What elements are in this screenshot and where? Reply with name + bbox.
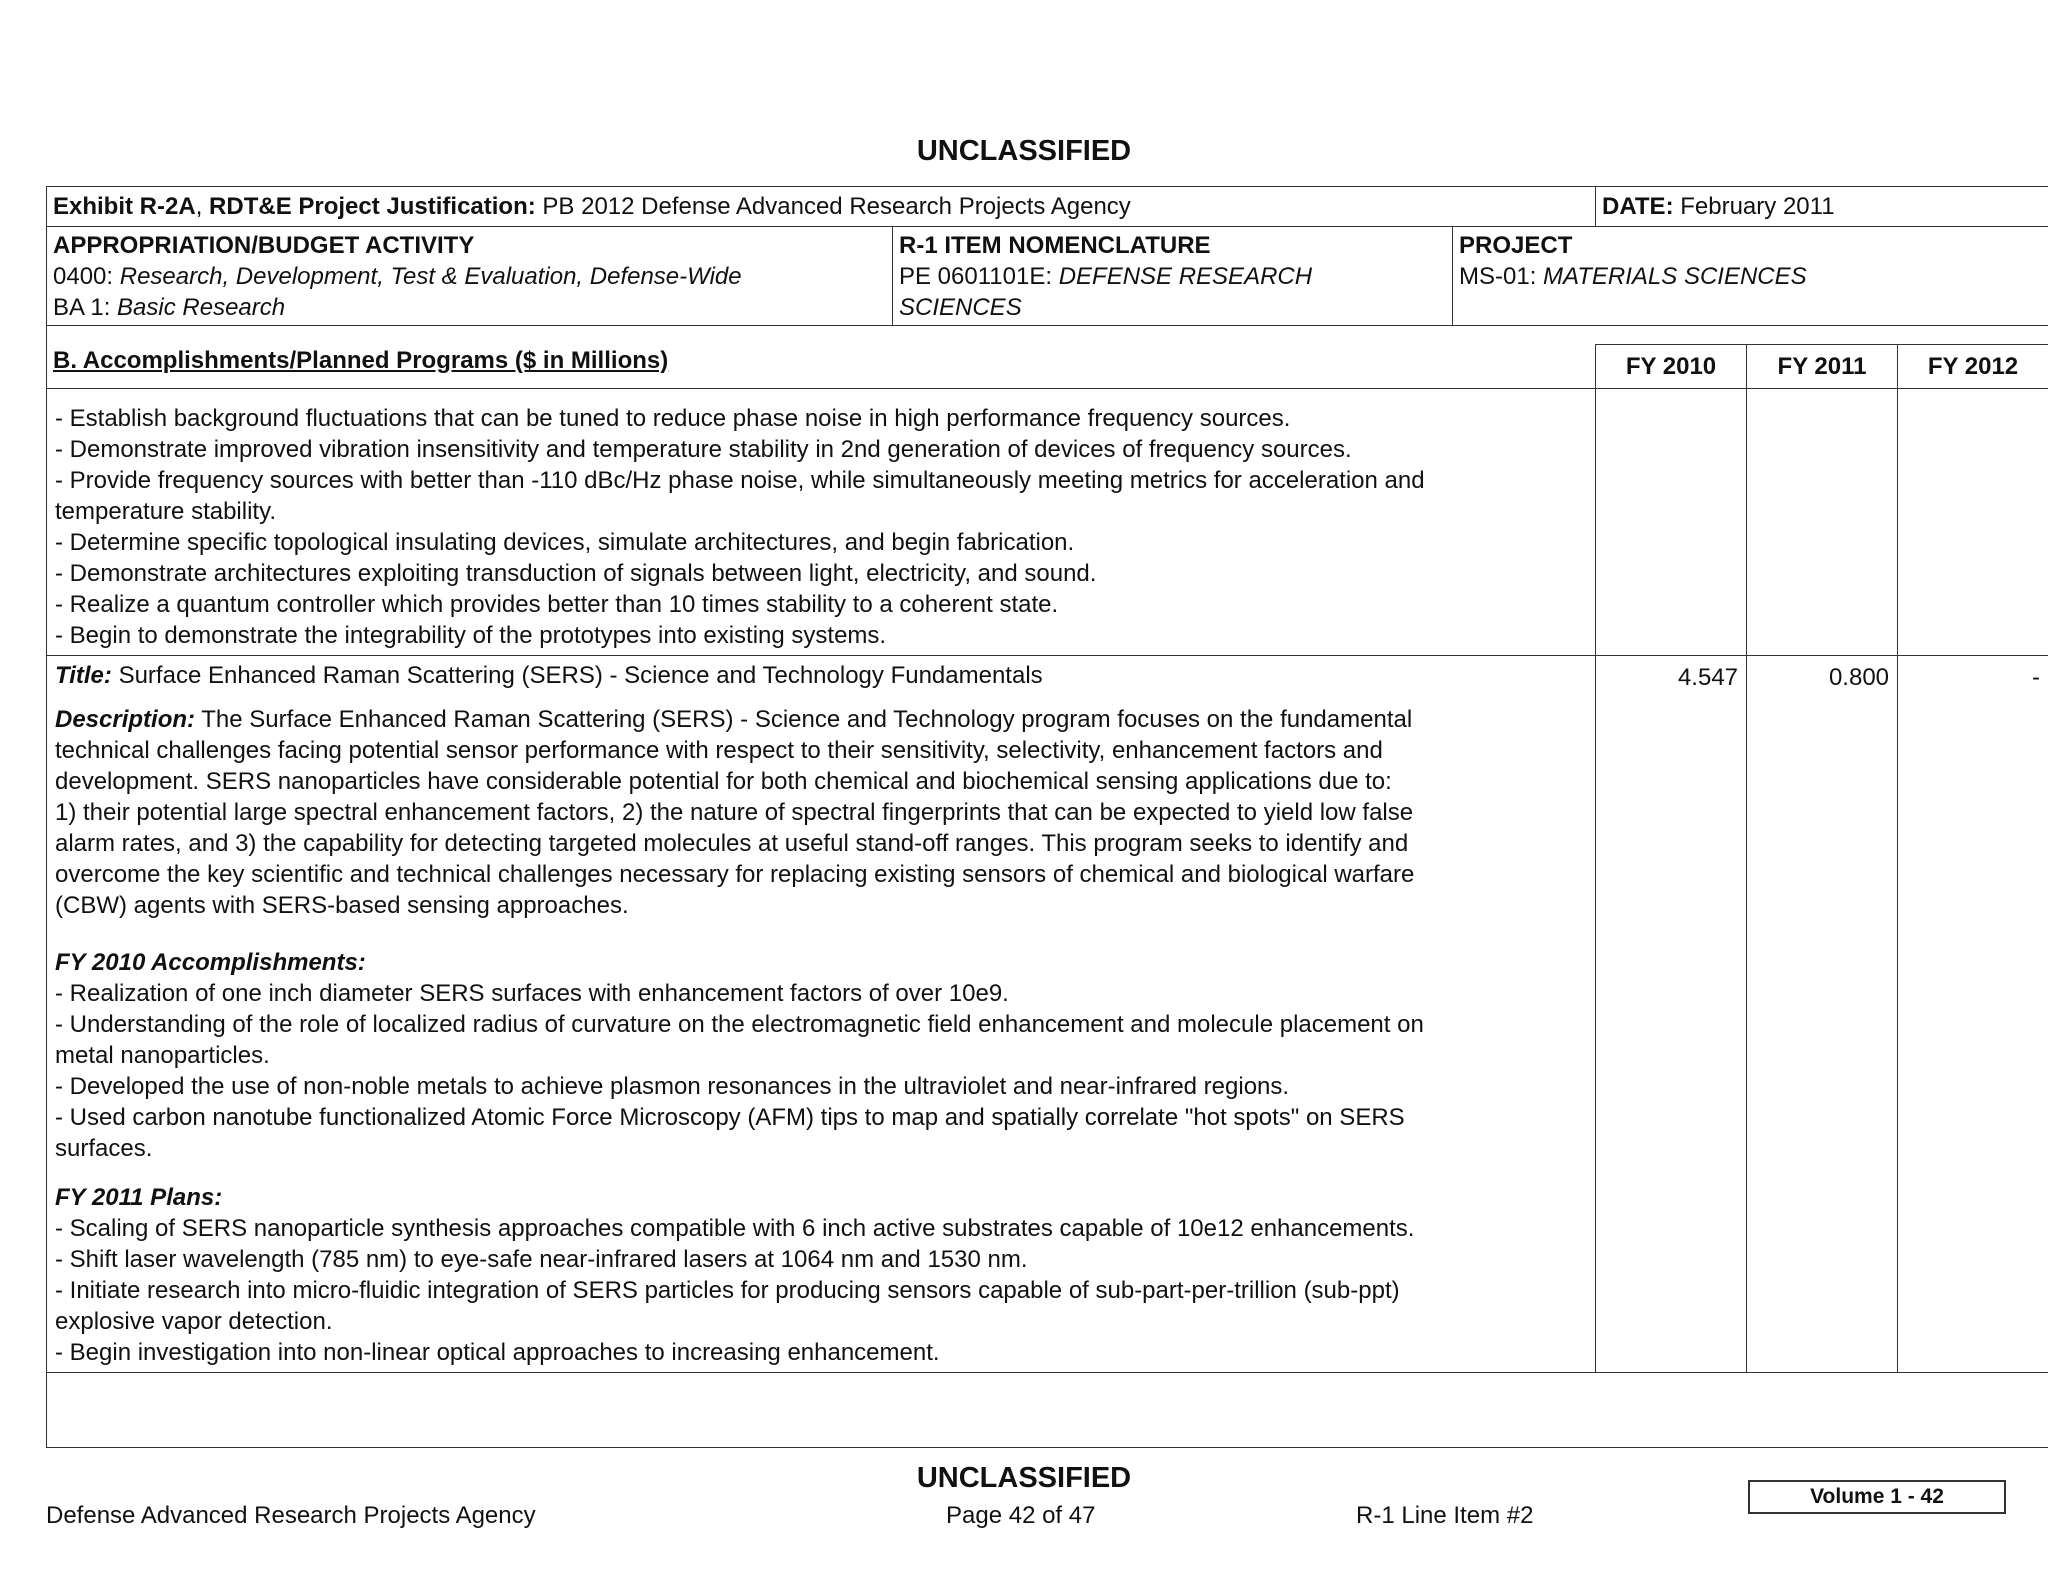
date-cell [1596,187,2048,227]
description-line: 1) their potential large spectral enhancement factors, 2) the nature of spectral fingerprints that can be expected to yield low false [55,799,1414,826]
appropriation-line-2: BA 1: Basic Research [53,294,286,321]
program-cell [47,656,1596,1373]
program-title-line: Title: Surface Enhanced Raman Scattering (SERS) - Science and Technology Fundamentals [55,662,1043,689]
accomplishment-line: metal nanoparticles. [55,1042,270,1069]
date-label: DATE: [1602,193,1674,220]
section-heading-cell [47,345,1596,389]
spacer-cell [47,326,2048,345]
bullet-line: - Determine specific topological insulating devices, simulate architectures, and begin fabrication. [55,529,1075,556]
nomenclature-label: R-1 ITEM NOMENCLATURE [899,232,1211,259]
bullet-line: - Establish background fluctuations that can be tuned to reduce phase noise in high performance frequency sources. [55,405,1291,432]
exhibit-title-cell: Exhibit R-2A, RDT&E Project Justification: PB 2012 Defense Advanced Research Projects Agency [47,187,1596,227]
nomenclature-line-1: PE 0601101E: DEFENSE RESEARCH [899,263,1313,290]
description-first-line: Description: The Surface Enhanced Raman Scattering (SERS) - Science and Technology program focuses on the fundamental [55,706,1413,733]
accomplishment-line: - Developed the use of non-noble metals to achieve plasmon resonances in the ultraviolet and near-infrared regions. [55,1073,1290,1100]
description-line: technical challenges facing potential sensor performance with respect to their sensitivity, selectivity, enhancement factors and [55,737,1383,764]
spacer-row [47,326,2048,345]
continued-bullets-cell [47,389,1596,656]
blank-row [47,1373,2048,1448]
bullet-line: - Begin to demonstrate the integrability of the prototypes into existing systems. [55,622,887,649]
bullet-line: - Provide frequency sources with better than -110 dBc/Hz phase noise, while simultaneously meeting metrics for acceleration and [55,467,1425,494]
description-line: (CBW) agents with SERS-based sensing approaches. [55,892,629,919]
plan-line: explosive vapor detection. [55,1308,333,1335]
project-value: MS-01: MATERIALS SCIENCES [1459,263,1807,290]
appropriation-cell [47,227,893,326]
fy2010-value: 4.547 [1596,656,1747,1373]
accomplishment-line: - Used carbon nanotube functionalized Atomic Force Microscopy (AFM) tips to map and spatially correlate "hot spots" on SERS [55,1104,1405,1131]
fy2012-empty-cell [1898,389,2048,656]
accomplishment-line: - Realization of one inch diameter SERS surfaces with enhancement factors of over 10e9. [55,980,1009,1007]
fy2010-empty-cell [1596,389,1747,656]
fy2010-accomplishments-heading: FY 2010 Accomplishments: [55,949,366,976]
fy2012-value: - [1898,656,2048,1373]
description-line: overcome the key scientific and technical challenges necessary for replacing existing sensors of chemical and biological warfare [55,861,1415,888]
accomplishment-line: - Understanding of the role of localized radius of curvature on the electromagnetic field enhancement and molecule placement on [55,1011,1424,1038]
footer-page-number: Page 42 of 47 [946,1502,1096,1529]
bullet-line: - Realize a quantum controller which provides better than 10 times stability to a coherent state. [55,591,1059,618]
project-label: PROJECT [1459,232,1573,259]
footer-line-item: R-1 Line Item #2 [1356,1502,1534,1529]
nomenclature-cell [893,227,1453,326]
bullet-line: - Demonstrate architectures exploiting transduction of signals between light, electricity, and sound. [55,560,1097,587]
section-header-row [47,345,2048,389]
appropriation-line-1: 0400: Research, Development, Test & Evaluation, Defense-Wide [53,263,742,290]
footer-agency: Defense Advanced Research Projects Agency [46,1502,536,1529]
description-line: alarm rates, and 3) the capability for detecting targeted molecules at useful stand-off ranges. This program seeks to identify and [55,830,1409,857]
fy2012-header: FY 2012 [1898,345,2048,389]
classification-banner-bottom: UNCLASSIFIED [916,1462,1132,1494]
description-line: development. SERS nanoparticles have considerable potential for both chemical and biochemical sensing applications due to: [55,768,1392,795]
blank-cell [47,1373,2048,1448]
classification-banner-top: UNCLASSIFIED [916,135,1132,167]
exhibit-label: Exhibit R-2A [53,193,196,220]
appropriation-label: APPROPRIATION/BUDGET ACTIVITY [53,232,475,259]
exhibit-justification-label: RDT&E Project Justification: [209,193,536,220]
fy2010-header: FY 2010 [1596,345,1747,389]
nomenclature-line-2: SCIENCES [899,294,1022,321]
section-heading: B. Accomplishments/Planned Programs ($ in Millions) [53,346,669,374]
budget-info-row [47,227,2048,326]
continued-bullets-row [47,389,2048,656]
bullet-line: - Demonstrate improved vibration insensitivity and temperature stability in 2nd generation of devices of frequency sources. [55,436,1352,463]
plan-line: - Scaling of SERS nanoparticle synthesis approaches compatible with 6 inch active substrates capable of 10e12 enhancements. [55,1215,1415,1242]
accomplishment-line: surfaces. [55,1135,153,1162]
plan-line: - Begin investigation into non-linear optical approaches to increasing enhancement. [55,1339,940,1366]
fy2011-empty-cell [1747,389,1898,656]
project-cell [1453,227,2048,326]
program-row [47,656,2048,1373]
fy2011-header: FY 2011 [1747,345,1898,389]
exhibit-header-row [47,187,2048,227]
fy2011-plans-heading: FY 2011 Plans: [55,1184,223,1211]
program-title: Surface Enhanced Raman Scattering (SERS) - Science and Technology Fundamentals [118,662,1043,689]
fy2011-value: 0.800 [1747,656,1898,1373]
footer-volume-box: Volume 1 - 42 [1748,1480,2006,1514]
date-value: February 2011 [1680,193,1835,220]
exhibit-title: PB 2012 Defense Advanced Research Projects Agency [542,193,1131,220]
bullet-line: temperature stability. [55,498,276,525]
plan-line: - Shift laser wavelength (785 nm) to eye-safe near-infrared lasers at 1064 nm and 1530 nm. [55,1246,1028,1273]
plan-line: - Initiate research into micro-fluidic integration of SERS particles for producing sensors capable of sub-part-per-trillion (sub-ppt) [55,1277,1400,1304]
exhibit-form [46,186,2048,1448]
